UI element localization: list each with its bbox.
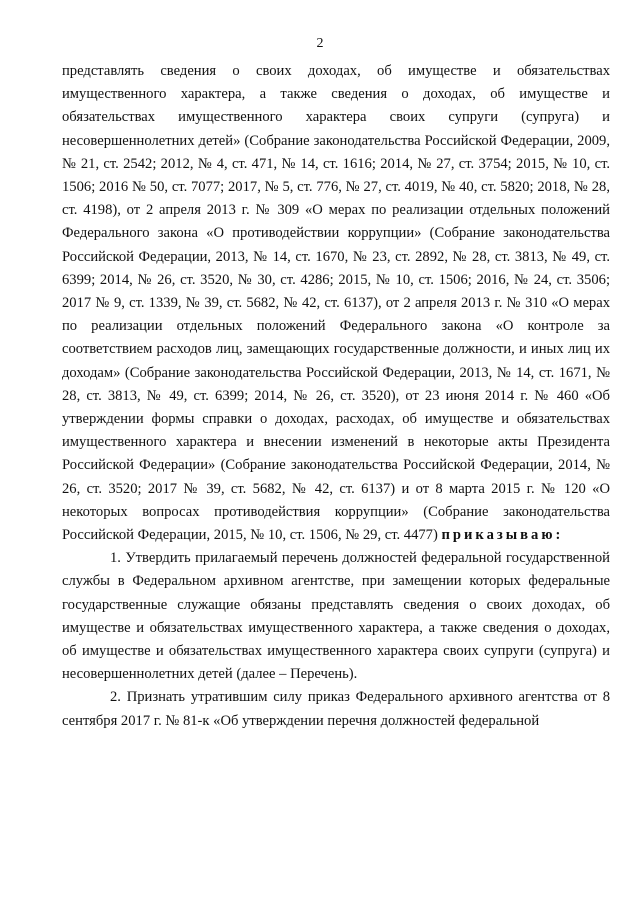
item-2-paragraph: 2. Признать утратившим силу приказ Федерального архивного агентства от 8 сентября 2017 г. № 81-к «Об утверждении перечня должностей федеральной xyxy=(62,689,610,729)
intro-paragraph xyxy=(62,60,610,547)
order-word: приказываю: xyxy=(441,527,564,544)
intro-text: представлять сведения о своих доходах, об имуществе и обязательствах имущественного характера, а также сведения о доходах, об имуществе и обязательствах имущественного характера своих супруги (супруга) и несовершеннолетних детей» (Собрание законодательства Российской Федерации, 2009, № 21, ст. 2542; 2012, № 4, ст. 471, № 14, ст. 1616; 2014, № 27, ст. 3754; 2015, № 10, ст. 1506; 2016 № 50, ст. 7077; 2017, № 5, ст. 776, № 27, ст. 4019, № 40, ст. 5820; 2018, № 28, ст. 4198), от 2 апреля 2013 г. № 309 «О мерах по реализации отдельных положений Федерального закона «О противодействии коррупции» (Собрание законодательства Российской Федерации, 2013, № 14, ст. 1670, № 23, ст. 2892, № 28, ст. 3813, № 49, ст. 6399; 2014, № 26, ст. 3520, № 30, ст. 4286; 2015, № 10, ст. 1506; 2016, № 24, ст. 3506; 2017 № 9, ст. 1339, № 39, ст. 5682, № 42, ст. 6137), от 2 апреля 2013 г. № 310 «О мерах по реализации отдельных положений Федерального закона «О контроле за соответствием расходов лиц, замещающих государственные должности, и иных лиц их доходам» (Собрание законодательства Российской Федерации, 2013, № 14, ст. 1671, № 28, ст. 3813, № 49, ст. 6399; 2014, № 26, ст. 3520), от 23 июня 2014 г. № 460 «Об утверждении формы справки о доходах, расходах, об имуществе и обязательствах имущественного характера и внесении изменений в некоторые акты Президента Российской Федерации» (Собрание законодательства Российской Федерации, 2014, № 26, ст. 3520; 2017 № 39, ст. 5682, № 42, ст. 6137) и от 8 марта 2015 г. № 120 «О некоторых вопросах противодействия коррупции» (Собрание законодательства Российской Федерации, 2015, № 10, ст. 1506, № 29, ст. 4477) xyxy=(62,63,610,544)
document-body xyxy=(62,60,610,733)
page-number: 2 xyxy=(316,36,324,51)
item-1-paragraph: 1. Утвердить прилагаемый перечень должностей федеральной государственной службы в Федеральном архивном агентстве, при замещении которых федеральные государственные служащие обязаны представлять сведения о своих доходах, об имуществе и обязательствах имущественного характера, а также сведения о доходах, об имуществе и обязательствах имущественного характера своих супруги (супруга) и несовершеннолетних детей (далее – Перечень). xyxy=(62,550,610,683)
